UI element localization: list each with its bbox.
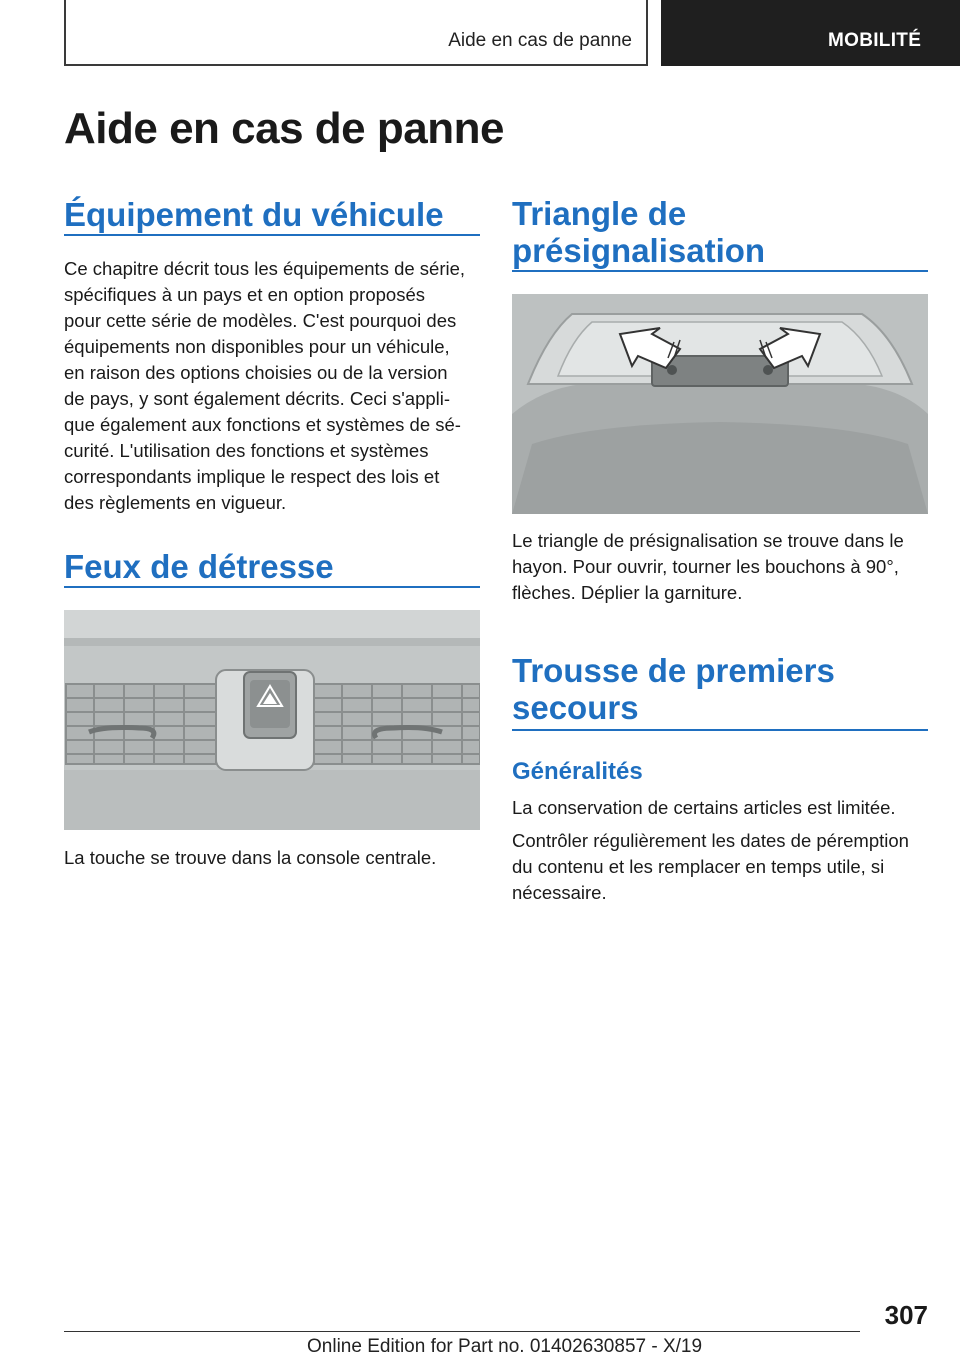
- heading-triangle: [512, 195, 765, 269]
- text-line: équipements non disponibles pour un véhicule,: [64, 336, 450, 357]
- warning-triangle-figure: [512, 294, 928, 514]
- text-line: en raison des options choisies ou de la version: [64, 362, 448, 383]
- footer-rule: [64, 1331, 860, 1332]
- text-line: correspondants implique le respect des lois et: [64, 466, 440, 487]
- heading-trousse: [512, 652, 835, 726]
- text-line: Le triangle de présignalisation se trouve dans le: [512, 530, 904, 551]
- hazard-switch-figure: [64, 610, 480, 830]
- heading-line: présignalisation: [512, 232, 766, 269]
- text-line: nécessaire.: [512, 882, 607, 903]
- heading-rule: [512, 729, 928, 731]
- text-line: Contrôler régulièrement les dates de péremption: [512, 830, 909, 851]
- text-line: curité. L'utilisation des fonctions et systèmes: [64, 440, 429, 461]
- text-line: du contenu et les remplacer en temps utile, si: [512, 856, 885, 877]
- heading-rule: [512, 270, 928, 272]
- heading-line: Triangle de: [512, 195, 687, 232]
- text-line: des règlements en vigueur.: [64, 492, 287, 513]
- text-line: Ce chapitre décrit tous les équipements de série,: [64, 258, 466, 279]
- heading-rule: [64, 586, 480, 588]
- heading-feux-detresse: Feux de détresse: [64, 548, 334, 585]
- caption-feux: La touche se trouve dans la console centrale.: [64, 847, 437, 868]
- chapter-tab: [661, 0, 960, 66]
- header-section-title: Aide en cas de panne: [448, 30, 632, 51]
- text-line: hayon. Pour ouvrir, tourner les bouchons à 90°,: [512, 556, 899, 577]
- heading-equipement: Équipement du véhicule: [64, 196, 444, 233]
- page-number: 307: [884, 1300, 928, 1330]
- page-title: Aide en cas de panne: [64, 104, 504, 153]
- running-header: [64, 0, 648, 66]
- heading-line: secours: [512, 689, 639, 726]
- text-line: que également aux fonctions et systèmes de sé‐: [64, 414, 461, 435]
- subheading-generalites: Généralités: [512, 758, 643, 785]
- edition-note: Online Edition for Part no. 01402630857 - X/19: [307, 1336, 703, 1357]
- text-line: pour cette série de modèles. C'est pourquoi des: [64, 310, 457, 331]
- text-line: spécifiques à un pays et en option proposés: [64, 284, 425, 305]
- text-line: flèches. Déplier la garniture.: [512, 582, 743, 603]
- heading-line: Trousse de premiers: [512, 652, 835, 689]
- chapter-label: MOBILITÉ: [828, 30, 922, 51]
- text-line: de pays, y sont également décrits. Ceci s'appli‐: [64, 388, 451, 409]
- paragraph-conservation: La conservation de certains articles est limitée.: [512, 797, 896, 818]
- heading-rule: [64, 234, 480, 236]
